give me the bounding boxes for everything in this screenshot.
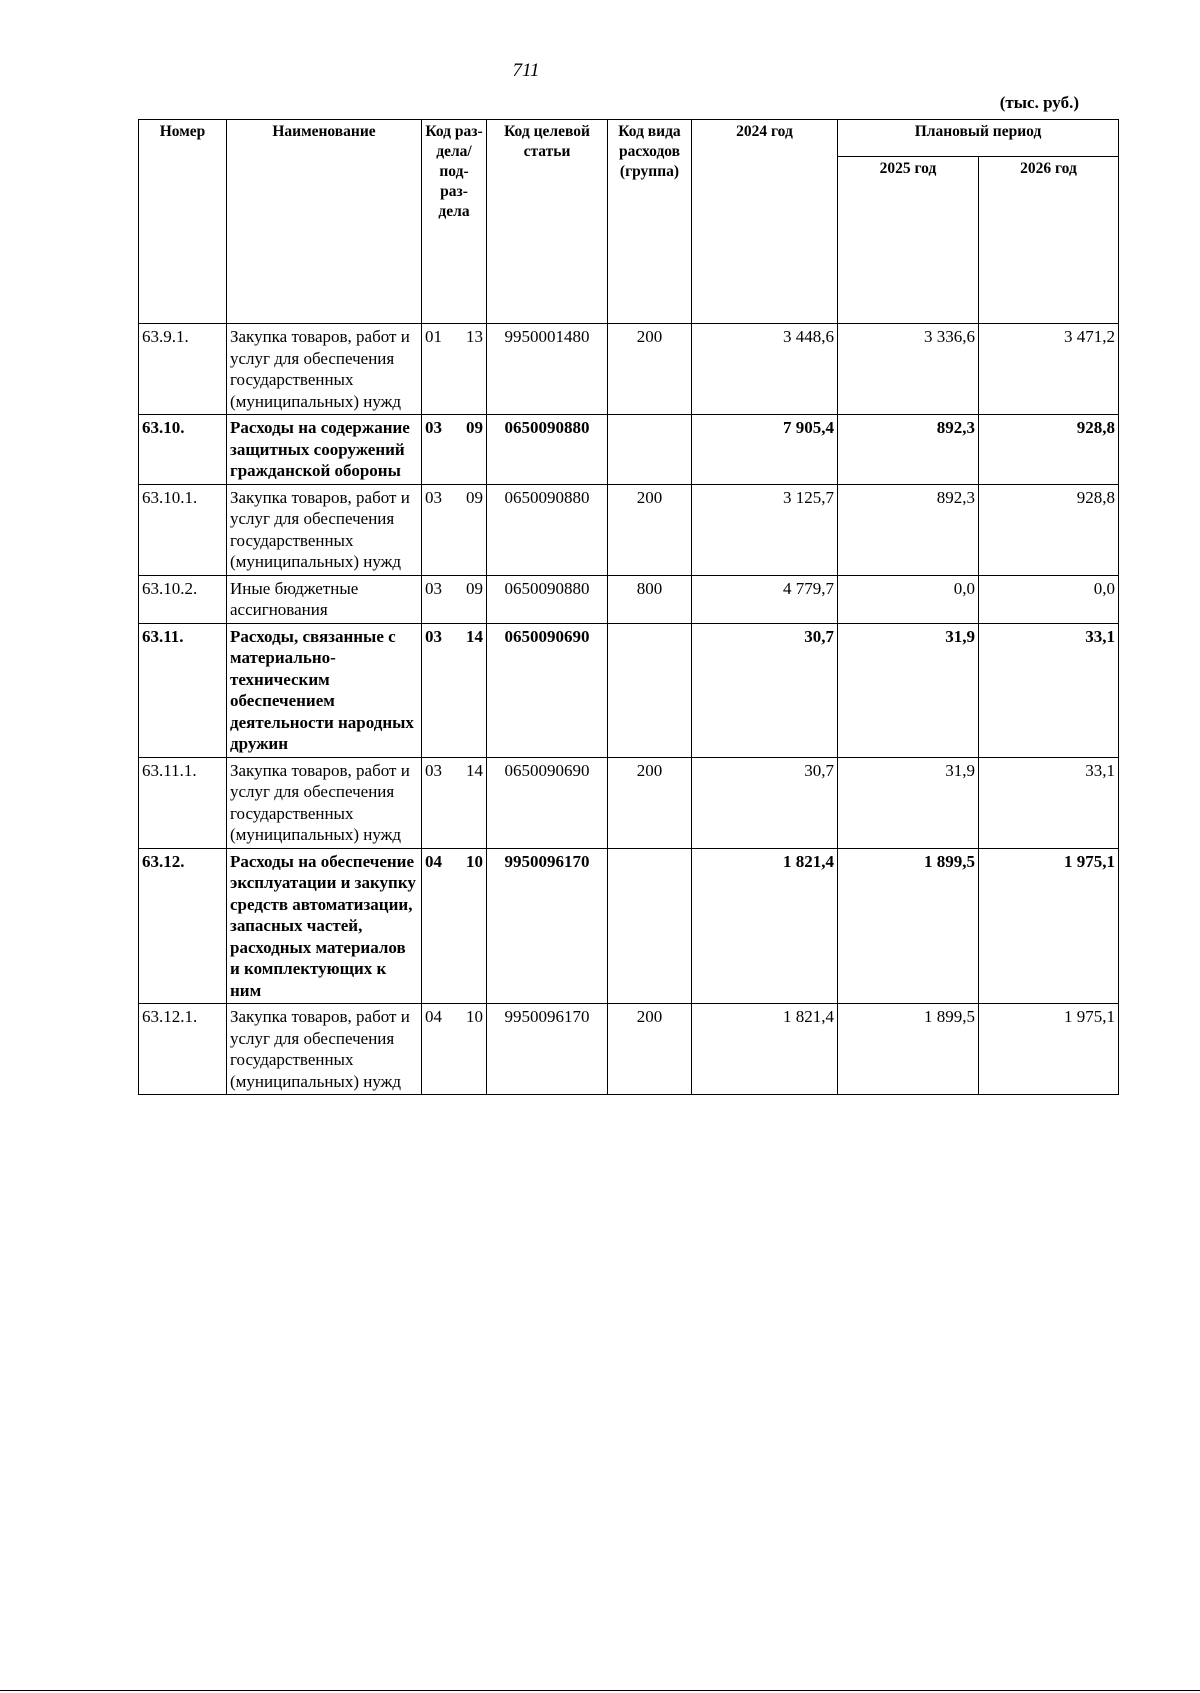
table-row — [139, 324, 1119, 415]
row-value-2026: 928,8 — [979, 484, 1119, 575]
budget-table — [138, 119, 1119, 1095]
row-number: 63.11. — [139, 623, 227, 757]
units-label: (тыс. руб.) — [999, 93, 1079, 112]
row-razdel: 03 — [425, 487, 442, 507]
table-row — [139, 848, 1119, 1004]
table-row — [139, 415, 1119, 485]
row-value-2024: 3 125,7 — [692, 484, 838, 575]
row-razdel: 03 — [425, 578, 442, 598]
row-value-2024: 3 448,6 — [692, 324, 838, 415]
row-podrazdel: 14 — [466, 626, 483, 646]
row-value-2025: 31,9 — [838, 757, 979, 848]
row-value-2024: 1 821,4 — [692, 1004, 838, 1095]
row-number: 63.10.1. — [139, 484, 227, 575]
row-name: Закупка товаров, работ и услуг для обеспечения государственных (муниципальных) нужд — [227, 1004, 422, 1095]
row-podrazdel: 10 — [466, 1007, 483, 1026]
row-section-code — [422, 623, 487, 757]
row-podrazdel: 10 — [466, 851, 483, 871]
table-row — [139, 623, 1119, 757]
row-value-2024: 7 905,4 — [692, 415, 838, 485]
header-expense-type: Код вида расходов (группа) — [608, 120, 692, 324]
row-podrazdel: 09 — [466, 418, 483, 437]
row-value-2025: 892,3 — [838, 484, 979, 575]
row-value-2025: 1 899,5 — [838, 1004, 979, 1095]
row-value-2024: 1 821,4 — [692, 848, 838, 1004]
row-name: Расходы на содержание защитных сооружений гражданской обороны — [227, 415, 422, 485]
row-value-2025: 892,3 — [838, 415, 979, 485]
row-section-code — [422, 848, 487, 1004]
row-section-code — [422, 324, 487, 415]
row-value-2024: 30,7 — [692, 623, 838, 757]
header-year-2025: 2025 год — [838, 157, 979, 324]
row-name: Закупка товаров, работ и услуг для обеспечения государственных (муниципальных) нужд — [227, 484, 422, 575]
table-row — [139, 484, 1119, 575]
header-year-2024: 2024 год — [692, 120, 838, 324]
row-expense-type: 800 — [608, 575, 692, 623]
row-value-2026: 33,1 — [979, 623, 1119, 757]
header-target-code: Код целевой статьи — [487, 120, 608, 324]
row-razdel: 01 — [425, 327, 442, 346]
row-number: 63.10.2. — [139, 575, 227, 623]
row-value-2026: 33,1 — [979, 757, 1119, 848]
page-number: 711 — [512, 60, 540, 81]
row-section-code — [422, 1004, 487, 1095]
row-razdel: 04 — [425, 851, 442, 871]
row-section-code — [422, 757, 487, 848]
row-podrazdel: 14 — [466, 760, 483, 780]
header-row — [139, 120, 1119, 157]
table-body — [139, 324, 1119, 1095]
table-row — [139, 1004, 1119, 1095]
row-razdel: 03 — [425, 626, 442, 646]
row-number: 63.10. — [139, 415, 227, 485]
row-value-2025: 0,0 — [838, 575, 979, 623]
row-expense-type — [608, 623, 692, 757]
row-name: Закупка товаров, работ и услуг для обеспечения государственных (муниципальных) нужд — [227, 324, 422, 415]
row-podrazdel: 09 — [466, 487, 483, 507]
row-name: Расходы, связанные с материально-техническим обеспечением деятельности народных дружин — [227, 623, 422, 757]
row-value-2026: 928,8 — [979, 415, 1119, 485]
row-section-code — [422, 575, 487, 623]
row-number: 63.12. — [139, 848, 227, 1004]
row-razdel: 04 — [425, 1007, 442, 1026]
row-section-code — [422, 415, 487, 485]
row-expense-type: 200 — [608, 757, 692, 848]
row-value-2025: 31,9 — [838, 623, 979, 757]
row-value-2024: 30,7 — [692, 757, 838, 848]
row-target-code: 0650090880 — [487, 415, 608, 485]
row-name: Иные бюджетные ассигнования — [227, 575, 422, 623]
row-number: 63.9.1. — [139, 324, 227, 415]
row-value-2025: 1 899,5 — [838, 848, 979, 1004]
row-target-code: 9950001480 — [487, 324, 608, 415]
row-name: Закупка товаров, работ и услуг для обеспечения государственных (муниципальных) нужд — [227, 757, 422, 848]
row-expense-type: 200 — [608, 324, 692, 415]
row-value-2024: 4 779,7 — [692, 575, 838, 623]
row-target-code: 0650090690 — [487, 757, 608, 848]
header-section-code: Код раз- дела/ под- раз- дела — [422, 120, 487, 324]
row-target-code: 9950096170 — [487, 848, 608, 1004]
row-razdel: 03 — [425, 418, 442, 437]
row-podrazdel: 13 — [466, 327, 483, 346]
row-value-2026: 0,0 — [979, 575, 1119, 623]
table-row — [139, 575, 1119, 623]
row-expense-type — [608, 415, 692, 485]
row-value-2026: 1 975,1 — [979, 1004, 1119, 1095]
row-expense-type: 200 — [608, 1004, 692, 1095]
row-expense-type: 200 — [608, 484, 692, 575]
row-target-code: 0650090880 — [487, 575, 608, 623]
header-number: Номер — [139, 120, 227, 324]
row-value-2025: 3 336,6 — [838, 324, 979, 415]
row-expense-type — [608, 848, 692, 1004]
row-target-code: 9950096170 — [487, 1004, 608, 1095]
row-razdel: 03 — [425, 760, 442, 780]
row-number: 63.11.1. — [139, 757, 227, 848]
header-name: Наименование — [227, 120, 422, 324]
header-plan-period: Плановый период — [838, 120, 1119, 157]
table-row — [139, 757, 1119, 848]
row-podrazdel: 09 — [466, 578, 483, 598]
row-target-code: 0650090690 — [487, 623, 608, 757]
row-name: Расходы на обеспечение эксплуатации и закупку средств автоматизации, запасных частей, расходных материалов и комплектующих к ним — [227, 848, 422, 1004]
row-number: 63.12.1. — [139, 1004, 227, 1095]
row-section-code — [422, 484, 487, 575]
row-value-2026: 1 975,1 — [979, 848, 1119, 1004]
header-year-2026: 2026 год — [979, 157, 1119, 324]
row-target-code: 0650090880 — [487, 484, 608, 575]
row-value-2026: 3 471,2 — [979, 324, 1119, 415]
scan-edge-line — [0, 1690, 1200, 1691]
